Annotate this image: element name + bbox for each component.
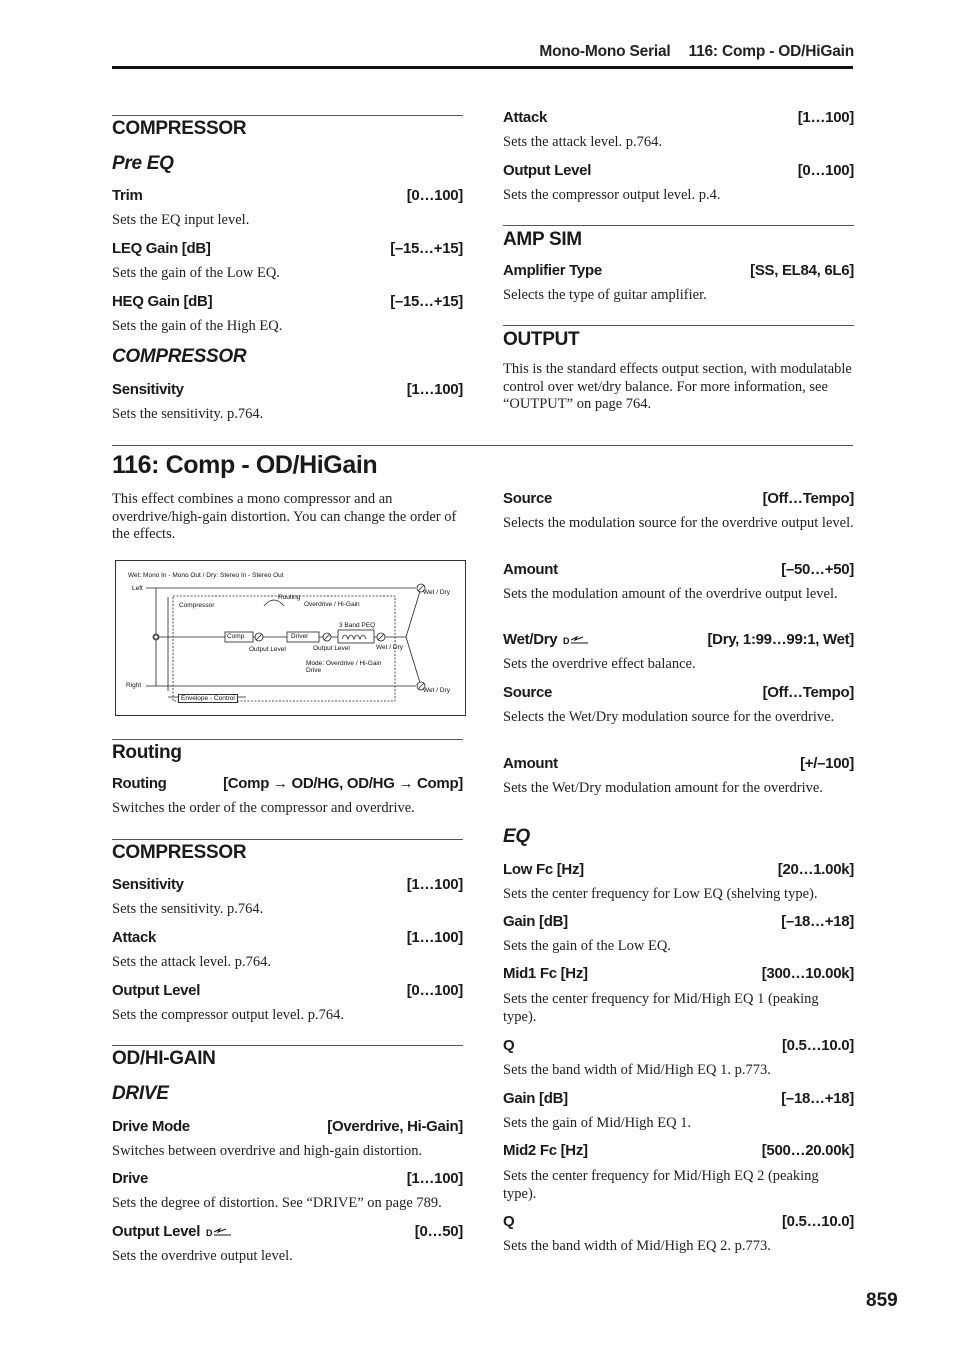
param-desc: Sets the gain of the Low EQ.	[112, 265, 280, 281]
diagram-peq-label: 3 Band PEQ	[339, 622, 376, 629]
subsection-title-eq: EQ	[503, 826, 530, 847]
param-desc: Switches the order of the compressor and overdrive.	[112, 800, 415, 816]
param-desc: Sets the overdrive effect balance.	[503, 656, 696, 672]
param-desc: Sets the compressor output level. p.764.	[112, 1007, 344, 1023]
param-mid1-fc: Mid1 Fc [Hz] [300…10.00k]	[503, 965, 854, 982]
param-drive: Drive [1…100]	[112, 1170, 463, 1187]
diagram-wet-dry-label: Wet / Dry	[423, 589, 450, 596]
param-desc: Sets the band width of Mid/High EQ 2. p.773.	[503, 1238, 771, 1254]
diagram-title: Wet: Mono In - Mono Out / Dry: Stereo In - Stereo Out	[128, 572, 284, 579]
param-sensitivity: Sensitivity [1…100]	[112, 876, 463, 893]
section-title-output: OUTPUT	[503, 329, 580, 350]
param-desc: Sets the gain of the High EQ.	[112, 318, 283, 334]
diagram-driver-block: Driver	[291, 633, 309, 640]
param-source: Source [Off…Tempo]	[503, 490, 854, 507]
param-leq-gain: LEQ Gain [dB] [–15…+15]	[112, 240, 463, 257]
page-number: 859	[866, 1290, 898, 1311]
param-desc: Sets the compressor output level. p.4.	[503, 187, 721, 203]
dmod-icon	[206, 1226, 232, 1238]
subsection-title-drive: DRIVE	[112, 1083, 169, 1104]
param-desc: Selects the modulation source for the overdrive output level.	[503, 515, 854, 531]
param-desc: Sets the EQ input level.	[112, 212, 250, 228]
param-desc: Sets the attack level. p.764.	[503, 134, 663, 150]
section-title-compressor: COMPRESSOR	[112, 842, 247, 863]
param-source: Source [Off…Tempo]	[503, 684, 854, 701]
section-title-compressor: COMPRESSOR	[112, 118, 247, 139]
param-desc: Switches between overdrive and high-gain distortion.	[112, 1143, 423, 1159]
param-gain: Gain [dB] [–18…+18]	[503, 913, 854, 930]
param-desc: Selects the type of guitar amplifier.	[503, 287, 707, 303]
header-effect: 116: Comp - OD/HiGain	[688, 43, 854, 60]
param-q: Q [0.5…10.0]	[503, 1037, 854, 1054]
param-output-level: Output Level [0…100]	[112, 982, 463, 999]
diagram-od-label: Overdrive / Hi-Gain	[304, 601, 360, 608]
param-desc: Sets the center frequency for Mid/High EQ 2 (peaking type).	[503, 1168, 819, 1202]
param-heq-gain: HEQ Gain [dB] [–15…+15]	[112, 293, 463, 310]
param-desc: Sets the overdrive output level.	[112, 1248, 293, 1264]
diagram-output-level-label: Output Level	[313, 645, 350, 652]
diagram-drive-label: Drive	[306, 667, 322, 674]
divider	[112, 115, 463, 116]
param-q: Q [0.5…10.0]	[503, 1213, 854, 1230]
svg-text:D: D	[206, 1228, 213, 1239]
diagram-comp-block: Comp	[227, 633, 245, 640]
param-amount: Amount [+/–100]	[503, 755, 854, 772]
param-low-fc: Low Fc [Hz] [20…1.00k]	[503, 861, 854, 878]
param-desc: Sets the gain of the Low EQ.	[503, 938, 671, 954]
param-mid2-fc: Mid2 Fc [Hz] [500…20.00k]	[503, 1142, 854, 1159]
svg-text:D: D	[563, 636, 570, 647]
param-desc: Sets the sensitivity. p.764.	[112, 406, 264, 422]
subsection-title-compressor: COMPRESSOR	[112, 346, 247, 367]
diagram-left-label: Left	[132, 585, 143, 592]
param-desc: Sets the modulation amount of the overdrive output level.	[503, 586, 838, 602]
dmod-icon	[563, 634, 589, 646]
diagram-wet-dry-label: Wet / Dry	[376, 644, 403, 651]
diagram-routing-label: Routing	[278, 594, 301, 601]
divider	[112, 1045, 463, 1046]
section-title-amp-sim: AMP SIM	[503, 229, 582, 250]
diagram-right-label: Right	[126, 682, 142, 689]
param-amount: Amount [–50…+50]	[503, 561, 854, 578]
param-desc: Sets the band width of Mid/High EQ 1. p.773.	[503, 1062, 771, 1078]
param-desc: Sets the gain of Mid/High EQ 1.	[503, 1115, 692, 1131]
param-wet-dry: Wet/Dry D [Dry, 1:99…99:1, Wet]	[503, 631, 854, 648]
param-desc: Sets the degree of distortion. See “DRIVE” on page 789.	[112, 1195, 442, 1211]
param-attack: Attack [1…100]	[503, 109, 854, 126]
block-diagram	[115, 560, 466, 716]
diagram-output-level-label: Output Level	[249, 646, 286, 653]
header-rule	[112, 66, 853, 69]
divider	[503, 225, 854, 226]
running-header	[539, 43, 854, 61]
param-amplifier-type: Amplifier Type [SS, EL84, 6L6]	[503, 262, 854, 279]
diagram-mode-label: Mode: Overdrive / Hi-Gain	[306, 660, 382, 667]
effect-rule	[112, 445, 853, 446]
param-attack: Attack [1…100]	[112, 929, 463, 946]
diagram-envelope-block: Envelope - Control	[178, 694, 238, 703]
param-desc: Selects the Wet/Dry modulation source for the overdrive.	[503, 709, 835, 725]
section-title-routing: Routing	[112, 742, 182, 763]
divider	[503, 325, 854, 326]
section-title-od-hi-gain: OD/HI-GAIN	[112, 1048, 216, 1069]
param-drive-mode: Drive Mode [Overdrive, Hi-Gain]	[112, 1118, 463, 1135]
header-section: Mono-Mono Serial	[539, 43, 671, 60]
param-desc: Sets the center frequency for Mid/High EQ 1 (peaking type).	[503, 991, 819, 1025]
param-gain: Gain [dB] [–18…+18]	[503, 1090, 854, 1107]
param-routing: Routing [Comp → OD/HG, OD/HG → Comp]	[112, 775, 463, 792]
diagram-compressor-label: Compressor	[179, 602, 215, 609]
output-desc: This is the standard effects output section, with modulatable control over wet/dry balance. For more information, see “OUTPUT” on page 764.	[503, 361, 852, 412]
param-desc: Sets the Wet/Dry modulation amount for the overdrive.	[503, 780, 823, 796]
param-sensitivity: Sensitivity [1…100]	[112, 381, 463, 398]
param-desc: Sets the attack level. p.764.	[112, 954, 272, 970]
effect-title: 116: Comp - OD/HiGain	[112, 451, 378, 479]
divider	[112, 839, 463, 840]
effect-intro: This effect combines a mono compressor and an overdrive/high-gain distortion. You can change the order of the effects.	[112, 491, 457, 542]
diagram-wet-dry-label: Wet / Dry	[423, 687, 450, 694]
subsection-title-pre-eq: Pre EQ	[112, 153, 174, 174]
divider	[112, 739, 463, 740]
param-od-output-level: Output Level D [0…50]	[112, 1223, 463, 1240]
param-desc: Sets the sensitivity. p.764.	[112, 901, 264, 917]
param-output-level: Output Level [0…100]	[503, 162, 854, 179]
param-trim: Trim [0…100]	[112, 187, 463, 204]
param-desc: Sets the center frequency for Low EQ (shelving type).	[503, 886, 818, 902]
